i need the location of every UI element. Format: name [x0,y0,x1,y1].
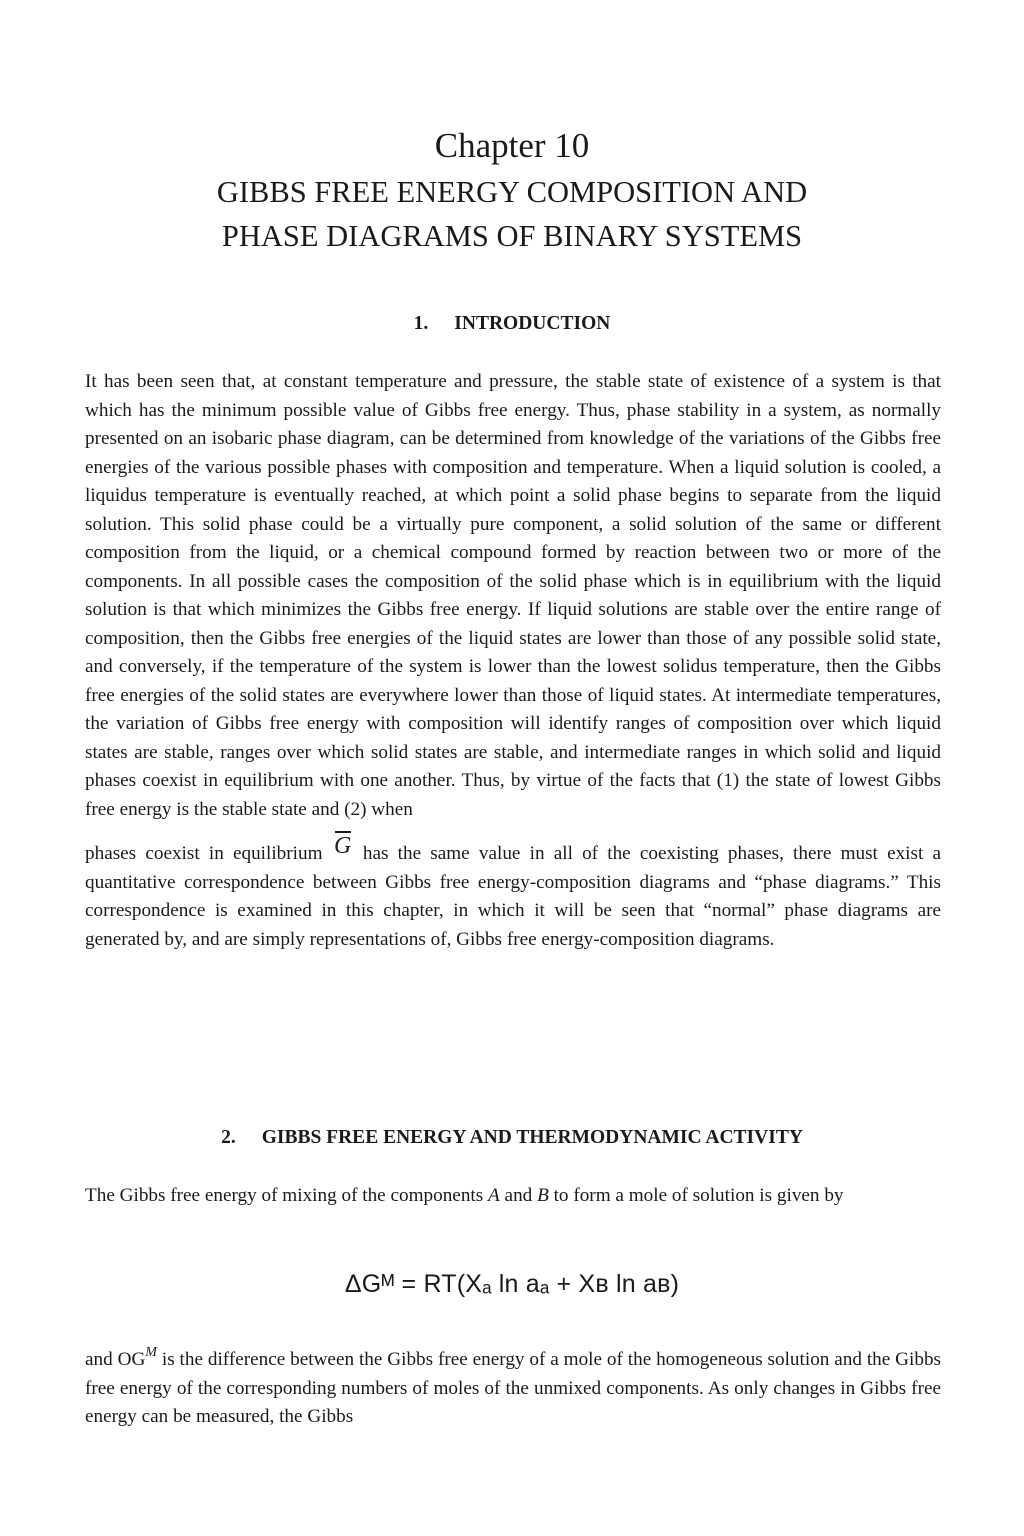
chapter-title [0,170,1024,258]
superscript-m: M [145,1344,157,1360]
chapter-number: Chapter 10 [434,126,590,165]
intro-text-pre: The Gibbs free energy of mixing of the components [85,1185,484,1206]
gibbs-mixing-equation: ΔGᴹ = RT(Xₐ ln aₐ + Xʙ ln aʙ) [344,1270,680,1298]
followup-text-post: is the difference between the Gibbs free energy of a mole of the homogeneous solution and the Gibbs free energy of the corresponding numbers of moles of the unmixed components. As only changes in Gibbs free energy can be measured, the Gibbs [85,1349,942,1427]
section-2-heading [0,1126,1024,1150]
section-2-intro [85,1182,941,1211]
variable-b: B [537,1185,549,1206]
paragraph-text-a: It has been seen that, at constant temperature and pressure, the stable state of existence of a system is that which has the minimum possible value of Gibbs free energy. Thus, phase stability in a system, as normally presented on an isobaric phase diagram, can be determined from knowledge of the variations of the Gibbs free energies of the various possible phases with composition and temperature. When a liquid solution is cooled, a liquidus temperature is eventually reached, at which point a solid phase begins to separate from the liquid solution. This solid phase could be a virtually pure component, a solid solution of the same or different composition from the liquid, or a chemical compound formed by reaction between two or more of the components. In all possible cases the composition of the solid phase which is in equilibrium with the liquid solution is that which minimizes the Gibbs free energy. If liquid solutions are stable over the entire range of composition, then the Gibbs free energies of the liquid states are lower than those of any possible solid state, and conversely, if the temperature of the system is lower than the lowest solidus temperature, then the Gibbs free energies of the solid states are everywhere lower than those of liquid states. At intermediate temperatures, the variation of Gibbs free energy with composition will identify ranges of composition over which liquid states are stable, ranges over which solid states are stable, and intermediate ranges in which solid and liquid phases coexist in equilibrium with one another. Thus, by virtue of the facts that (1) the state of lowest Gibbs free energy is the stable state and (2) when [85,371,941,820]
section-1-heading [0,312,1024,336]
section-2-number: 2. [221,1127,236,1148]
section-1-title: INTRODUCTION [454,313,611,334]
chapter-title-line-1: GIBBS FREE ENERGY COMPOSITION AND [216,175,808,209]
section-2-followup [85,1346,941,1432]
section-1-paragraph [85,368,941,954]
intro-text-and: and [504,1185,533,1206]
paragraph-text-b-pre: phases coexist in equilibrium [85,843,323,864]
partial-molar-g-symbol: G [332,834,354,858]
spacer [85,824,941,834]
paragraph-text-b-post: has the same value in all of the coexisting phases, there must exist a quantitative correspondence between Gibbs free energy-composition diagrams and “phase diagrams.” This correspondence is examined in this chapter, in which it will be seen that “normal” phase diagrams are generated by, and are simply representations of, Gibbs free energy-composition diagrams. [85,843,942,950]
followup-text-pre: and OG [85,1349,146,1370]
section-2-title: GIBBS FREE ENERGY AND THERMODYNAMIC ACTIVITY [261,1127,803,1148]
variable-a: A [488,1185,500,1206]
chapter-title-line-2: PHASE DIAGRAMS OF BINARY SYSTEMS [221,219,803,253]
section-1-number: 1. [413,313,429,334]
intro-text-post: to form a mole of solution is given by [553,1185,844,1206]
